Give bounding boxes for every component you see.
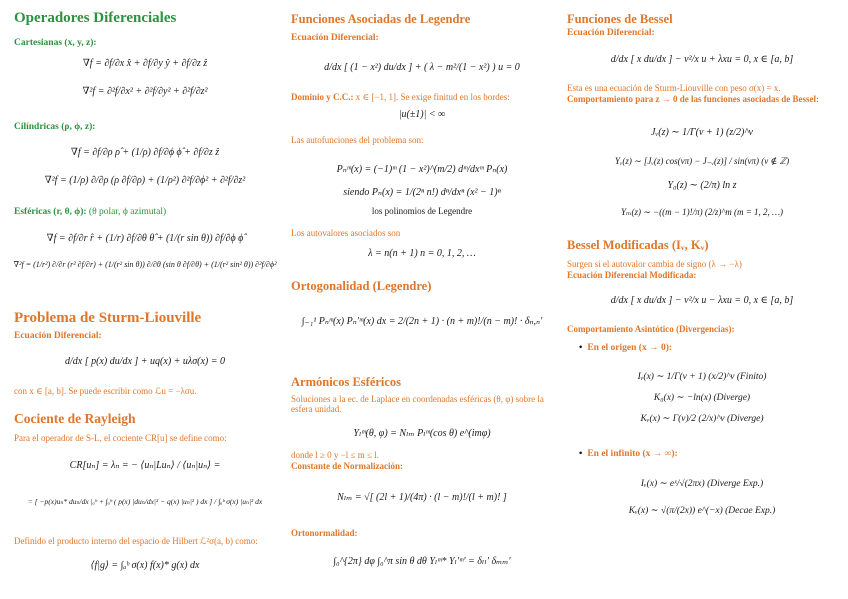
cartesian-label: Cartesianas (x, y, z):	[14, 38, 97, 48]
section-title-bessel: Funciones de Bessel	[567, 12, 673, 26]
normalization-label: Constante de Normalización:	[291, 461, 403, 471]
cartesian-gradient: ∇f = ∂f/∂x x̂ + ∂f/∂y ŷ + ∂f/∂z ẑ	[82, 58, 208, 69]
k0-origin-asymptotic: K₀(x) ∼ −ln(x) (Diverge)	[653, 393, 751, 403]
section-title-rayleigh: Cociente de Rayleigh	[14, 411, 136, 426]
sl-equation: d/dx [ p(x) du/dx ] + uq(x) + uλσ(x) = 0	[64, 356, 226, 367]
rayleigh-eq-1: CR[uₙ] = λₙ = − ⟨uₙ|Luₙ⟩ / ⟨uₙ|uₙ⟩ =	[69, 460, 221, 471]
section-title-orthogonality: Ortogonalidad (Legendre)	[291, 279, 432, 293]
legendre-polynomial-def: siendo Pₙ(x) = 1/(2ⁿ n!) dⁿ/dxⁿ (x² − 1)ⁿ	[343, 187, 501, 198]
bessel-sl-note: Esta es una ecuación de Sturm-Liouville con peso σ(x) = x.	[567, 83, 781, 93]
rayleigh-eq-2: = [ −p(x)uₙ* duₙ/dx |ₐᵇ + ∫ₐᵇ ( p(x) |duₙ/dx|² − q(x) |uₙ|² ) dx ] / ∫ₐᵇ σ(x) |uₙ|² dx	[27, 497, 263, 506]
bessel-diff-eq-label: Ecuación Diferencial:	[567, 28, 655, 38]
bessel-ym-asymptotic: Yₘ(z) ∼ −((m − 1)!/π) (2/z)^m (m = 1, 2, …)	[620, 207, 784, 217]
eigenvalues-text: Los autovalores asociados son	[291, 228, 401, 238]
rayleigh-text: Para el operador de S-L, el cociente CR[u] se define como:	[14, 433, 227, 443]
bessel-equation: d/dx [ x du/dx ] − ν²/x u + λxu = 0, x ∈ [a, b]	[610, 54, 794, 65]
bullet-dot: •	[579, 343, 583, 353]
infinity-bullet-text: En el infinito (x → ∞):	[587, 449, 678, 459]
asymptotic-label: Comportamiento Asintótico (Divergencias):	[567, 324, 735, 334]
i-infinity-asymptotic: Iᵥ(x) ∼ eˣ/√(2πx) (Diverge Exp.)	[640, 479, 764, 489]
modified-bessel-text: Surgen si el autovalor cambia de signo (λ → −λ)	[567, 259, 742, 269]
sl-diff-eq-label: Ecuación Diferencial:	[14, 331, 102, 341]
legendre-equation: d/dx [ (1 − x²) du/dx ] + ( λ − m²/(1 − x²) ) u = 0	[324, 62, 520, 73]
orthonormality-eq: ∫₀^{2π} dφ ∫₀^π sin θ dθ Yₗᵐ* Yₗ′ᵐ′ = δₗₗ′ δₘₘ′	[333, 556, 511, 567]
spherical-laplacian: ∇²f = (1/r²) ∂/∂r (r² ∂f/∂r) + (1/(r² sin θ)) ∂/∂θ (sin θ ∂f/∂θ) + (1/(r² sin² θ)) ∂²f/∂ϕ²	[13, 260, 277, 269]
bessel-behavior-label: Comportamiento para z → 0 de las funciones asociadas de Bessel:	[567, 94, 819, 104]
associated-legendre-def: Pₙᵐ(x) = (−1)ᵐ (1 − x²)^(m/2) dᵐ/dxᵐ Pₙ(x)	[336, 164, 508, 175]
autofunctions-text: Las autofunciones del problema son:	[291, 135, 424, 145]
origin-bullet-text: En el origen (x → 0):	[587, 343, 673, 353]
domain-text	[291, 92, 561, 102]
bessel-j-asymptotic: Jᵥ(z) ∼ 1/Γ(ν + 1) (z/2)^ν	[651, 127, 753, 138]
section-title-legendre: Funciones Asociadas de Legendre	[291, 12, 471, 26]
domain-condition: |u(±1)| < ∞	[398, 109, 446, 120]
spherical-harmonics-text: Soluciones a la ec. de Laplace en coordenadas esféricas (θ, φ) sobre la esfera unidad.	[291, 394, 544, 414]
kv-origin-asymptotic: Kᵥ(x) ∼ Γ(ν)/2 (2/x)^ν (Diverge)	[640, 414, 764, 424]
section-title-spherical-harmonics: Armónicos Esféricos	[291, 375, 402, 389]
origin-bullet	[579, 343, 672, 353]
bessel-y-asymptotic: Yᵥ(z) ∼ [Jᵥ(z) cos(νπ) − J₋ᵥ(z)] / sin(νπ) (ν ∉ ℤ)	[614, 156, 790, 166]
section-title-sturm-liouville: Problema de Sturm-Liouville	[14, 310, 202, 326]
spherical-note: (θ polar, ϕ azimutal)	[88, 207, 167, 217]
spherical-harmonic-def: Yₗᵐ(θ, φ) = Nₗₘ Pₗᵐ(cos θ) e^(imφ)	[353, 428, 491, 439]
orthonormality-label: Ortonormalidad:	[291, 528, 358, 538]
cylindrical-laplacian: ∇²f = (1/ρ) ∂/∂ρ (ρ ∂f/∂ρ) + (1/ρ²) ∂²f/∂ϕ² + ∂²f/∂z²	[44, 175, 246, 186]
spherical-gradient: ∇f = ∂f/∂r r̂ + (1/r) ∂f/∂θ θ̂ + (1/(r sin θ)) ∂f/∂ϕ ϕ̂	[46, 233, 244, 244]
spherical-label	[14, 207, 166, 217]
k-infinity-asymptotic: Kᵥ(x) ∼ √(π/(2x)) e^(−x) (Decae Exp.)	[628, 506, 776, 516]
infinity-bullet	[579, 449, 678, 459]
domain-desc: x ∈ [−1, 1]. Se exige finitud en los bordes:	[355, 92, 510, 102]
bullet-dot: •	[579, 449, 583, 459]
cylindrical-gradient: ∇f = ∂f/∂ρ ρ̂ + (1/ρ) ∂f/∂ϕ ϕ̂ + ∂f/∂z ẑ	[70, 147, 220, 158]
i-origin-asymptotic: Iᵥ(x) ∼ 1/Γ(ν + 1) (x/2)^ν (Finito)	[637, 372, 767, 382]
bessel-y0-asymptotic: Y₀(z) ∼ (2/π) ln z	[667, 180, 737, 191]
section-title-modified-bessel: Bessel Modificadas (Iᵥ, Kᵥ)	[567, 238, 709, 252]
orthogonality-eq: ∫₋₁¹ Pₙᵐ(x) Pₙ′ᵐ(x) dx = 2/(2n + 1) · (n + m)!/(n − m)! · δₙ,ₙ′	[301, 316, 543, 327]
sl-note: con x ∈ [a, b]. Se puede escribir como ℒu = −λσu.	[14, 386, 197, 396]
legendre-polynomials-note: los polinomios de Legendre	[371, 206, 473, 216]
cylindrical-label: Cilíndricas (ρ, ϕ, z):	[14, 122, 96, 132]
cartesian-laplacian: ∇²f = ∂²f/∂x² + ∂²f/∂y² + ∂²f/∂z²	[82, 86, 208, 97]
modified-diff-eq-label: Ecuación Diferencial Modificada:	[567, 270, 697, 280]
hilbert-text: Definido el producto interno del espacio de Hilbert ℒ²σ(a, b) como:	[14, 536, 258, 546]
legendre-diff-eq-label: Ecuación Diferencial:	[291, 33, 379, 43]
section-title-operadores: Operadores Diferenciales	[14, 10, 177, 26]
eigenvalues-eq: λ = n(n + 1) n = 0, 1, 2, …	[368, 248, 476, 259]
hilbert-inner-product: ⟨f|g⟩ = ∫ₐᵇ σ(x) f(x)* g(x) dx	[90, 560, 200, 571]
domain-label: Dominio y C.C.:	[291, 92, 354, 102]
spherical-harmonic-note: donde l ≥ 0 y −l ≤ m ≤ l.	[291, 450, 379, 460]
modified-bessel-equation: d/dx [ x du/dx ] − ν²/x u − λxu = 0, x ∈ [a, b]	[610, 295, 794, 306]
spherical-label-text: Esféricas (r, θ, ϕ):	[14, 207, 87, 217]
normalization-eq: Nₗₘ = √[ (2l + 1)/(4π) · (l − m)!/(l + m)! ]	[337, 492, 507, 503]
